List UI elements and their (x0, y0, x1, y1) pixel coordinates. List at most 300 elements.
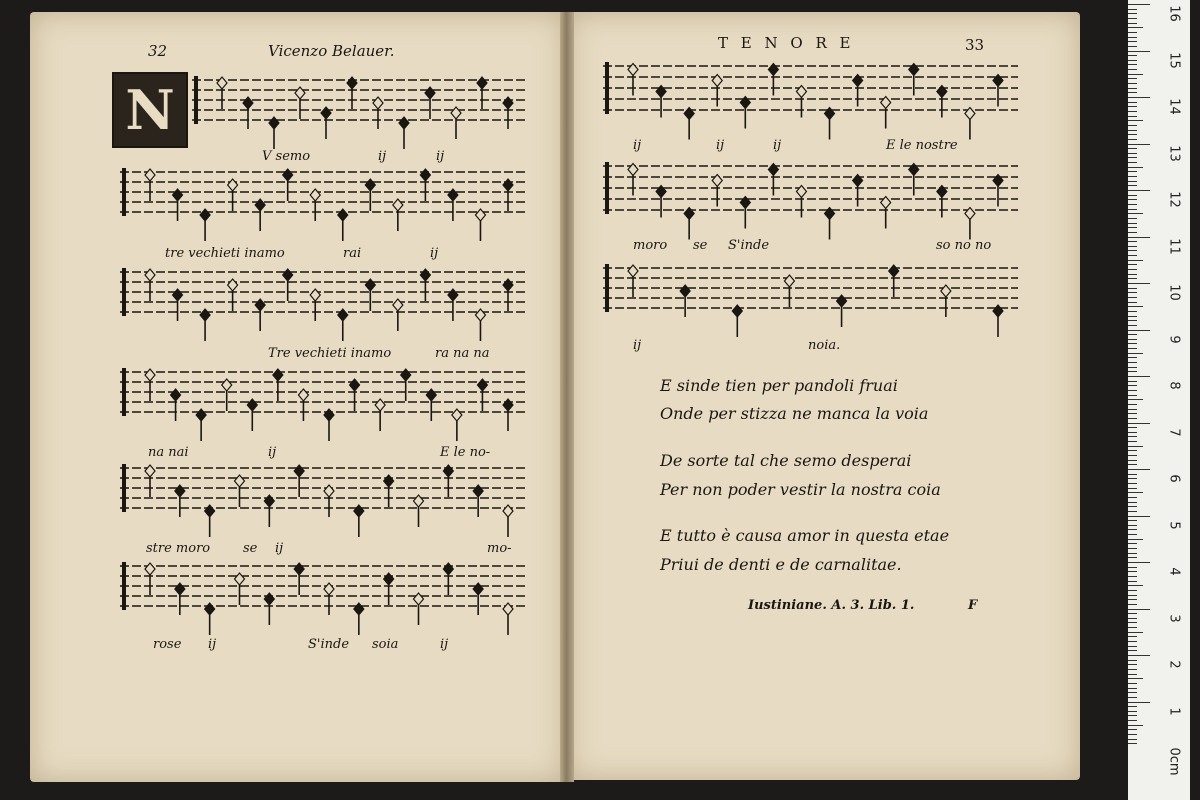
ruler-tick (1128, 367, 1137, 368)
clef-mark (122, 368, 126, 416)
ruler-tick (1128, 413, 1137, 414)
ruler-tick (1128, 399, 1143, 400)
ruler-tick (1128, 269, 1137, 270)
ruler-tick (1128, 534, 1137, 535)
note-head (401, 369, 411, 381)
note-head (205, 505, 215, 517)
ruler-number: 15 (1166, 51, 1182, 69)
ruler-tick (1128, 692, 1137, 693)
note-head (200, 309, 210, 321)
note-head (503, 97, 513, 109)
ruler-tick (1128, 469, 1150, 470)
ruler-tick (1128, 353, 1143, 354)
lyric-word: ij (208, 637, 217, 652)
ruler-tick (1128, 297, 1137, 298)
note-head (503, 603, 513, 615)
ruler-tick (1128, 455, 1137, 456)
ruler-tick (1128, 9, 1137, 10)
clef-mark (605, 162, 609, 214)
ruler-tick (1128, 4, 1150, 5)
ruler-tick (1128, 162, 1137, 163)
note-head (393, 299, 403, 311)
ruler-tick (1128, 506, 1137, 507)
note-head (295, 87, 305, 99)
verse-line: Priui de denti e de carnalitae. (660, 555, 902, 574)
note-head (269, 117, 279, 129)
clef-mark (122, 168, 126, 216)
verse-line: E tutto è causa amor in questa etae (660, 526, 950, 545)
note-head (264, 495, 274, 507)
ruler-number: 5 (1166, 520, 1182, 530)
ruler-number: 16 (1166, 5, 1182, 22)
note-head (628, 265, 638, 277)
ruler-tick (1128, 130, 1137, 131)
note-head (503, 179, 513, 191)
ruler-tick (1128, 525, 1137, 526)
ruler-tick (1128, 274, 1137, 275)
ruler-tick (1128, 37, 1137, 38)
ruler-tick (1128, 618, 1137, 619)
note-head (475, 209, 485, 221)
ruler-tick (1128, 678, 1143, 679)
note-head (384, 475, 394, 487)
ruler-tick (1128, 488, 1137, 489)
ruler-tick (1128, 260, 1143, 261)
note-head (414, 593, 424, 605)
ruler-tick (1128, 283, 1150, 284)
lyric-word: mo- (487, 541, 512, 556)
ruler-tick (1128, 548, 1137, 549)
ruler-tick (1128, 715, 1137, 716)
ruler-tick (1128, 250, 1137, 251)
ruler-tick (1128, 725, 1143, 726)
note-head (294, 563, 304, 575)
ruler-tick (1128, 609, 1150, 610)
ruler-tick (1128, 599, 1137, 600)
ruler-tick (1128, 60, 1137, 61)
ruler-tick (1128, 595, 1137, 596)
note-head (222, 379, 232, 391)
ruler-tick (1128, 604, 1137, 605)
note-head (503, 279, 513, 291)
ruler-tick (1128, 316, 1137, 317)
ruler-tick (1128, 404, 1137, 405)
ruler-tick (1128, 41, 1137, 42)
ruler-tick (1128, 46, 1137, 47)
ruler-number: 6 (1166, 474, 1182, 483)
note-head (452, 409, 462, 421)
ruler-tick (1128, 441, 1137, 442)
ruler-tick (1128, 185, 1137, 186)
note-head (283, 269, 293, 281)
ruler-tick (1128, 590, 1137, 591)
note-head (145, 369, 155, 381)
ruler-tick (1128, 190, 1150, 191)
ruler-tick (1128, 706, 1137, 707)
note-head (473, 485, 483, 497)
lyric-word: S'inde (308, 637, 350, 652)
ruler-tick (1128, 660, 1137, 661)
lyric-word: se (243, 541, 258, 556)
clef-mark (122, 268, 126, 316)
ruler-tick (1128, 436, 1137, 437)
note-head (426, 389, 436, 401)
ruler-tick (1128, 483, 1137, 484)
note-head (338, 309, 348, 321)
signature-mark: F (968, 598, 978, 613)
ruler-tick (1128, 306, 1143, 307)
ruler-tick (1128, 432, 1137, 433)
ruler-tick (1128, 395, 1137, 396)
ruler-tick (1128, 497, 1137, 498)
ruler-tick (1128, 622, 1137, 623)
note-head (310, 289, 320, 301)
note-head (243, 97, 253, 109)
ruler-tick (1128, 636, 1137, 637)
ruler-tick (1128, 492, 1143, 493)
ruler-tick (1128, 176, 1137, 177)
ruler-tick (1128, 153, 1137, 154)
note-head (324, 485, 334, 497)
note-head (414, 495, 424, 507)
note-head (228, 279, 238, 291)
note-head (347, 77, 357, 89)
note-head (283, 169, 293, 181)
ruler-tick (1128, 446, 1143, 447)
ruler-number: 8 (1166, 381, 1182, 390)
ruler-number: 0cm (1166, 747, 1182, 776)
ruler-tick (1128, 116, 1137, 117)
note-head (175, 485, 185, 497)
ruler-tick (1128, 74, 1143, 75)
note-head (443, 465, 453, 477)
note-head (477, 379, 487, 391)
note-head (784, 275, 794, 287)
ruler-tick (1128, 106, 1137, 107)
note-head (354, 603, 364, 615)
ruler-tick (1128, 51, 1150, 52)
ruler-tick (1128, 213, 1143, 214)
note-head (196, 409, 206, 421)
lyric-word: E le nostre (886, 138, 958, 153)
note-head (217, 77, 227, 89)
note-head (228, 179, 238, 191)
ruler-tick (1128, 567, 1137, 568)
ruler-tick (1128, 669, 1137, 670)
note-head (273, 369, 283, 381)
ruler-number: 12 (1166, 191, 1182, 208)
ruler-tick (1128, 376, 1150, 377)
lyric-word: ij (268, 445, 277, 460)
lyric-word: V semo (262, 149, 311, 164)
ruler-tick (1128, 702, 1150, 703)
note-head (889, 265, 899, 277)
ruler-tick (1128, 720, 1137, 721)
ruler-tick (1128, 18, 1137, 19)
note-head (443, 563, 453, 575)
ruler-tick (1128, 655, 1150, 656)
note-head (145, 269, 155, 281)
ruler-tick (1128, 585, 1143, 586)
ruler-tick (1128, 237, 1150, 238)
ruler-tick (1128, 664, 1137, 665)
ruler-tick (1128, 562, 1150, 563)
ruler-tick (1128, 246, 1137, 247)
ruler-tick (1128, 427, 1137, 428)
lyric-word: soia (372, 637, 399, 652)
lyric-word: S'inde (728, 238, 770, 253)
note-head (393, 199, 403, 211)
ruler-tick (1128, 381, 1137, 382)
ruler-tick (1128, 450, 1137, 451)
ruler-tick (1128, 650, 1137, 651)
lyric-word: ij (378, 149, 387, 164)
ruler-tick (1128, 78, 1137, 79)
note-head (420, 169, 430, 181)
ruler-number: 2 (1166, 660, 1182, 669)
ruler-tick (1128, 32, 1137, 33)
clef-mark (122, 562, 126, 610)
note-head (145, 465, 155, 477)
ruler-number: 3 (1166, 613, 1182, 623)
ruler-tick (1128, 171, 1137, 172)
page-number-left: 32 (148, 42, 168, 60)
note-head (338, 209, 348, 221)
note-head (680, 285, 690, 297)
clef-mark (605, 62, 609, 114)
ruler-tick (1128, 232, 1137, 233)
ruler-tick (1128, 144, 1150, 145)
ruler-tick (1128, 697, 1137, 698)
lyric-word: ij (773, 138, 782, 153)
ruler-tick (1128, 478, 1137, 479)
lyric-word: noia. (808, 338, 841, 353)
note-head (145, 169, 155, 181)
ruler-tick (1128, 711, 1137, 712)
ruler-tick (1128, 55, 1137, 56)
lyric-word: rose (153, 637, 182, 652)
note-head (503, 399, 513, 411)
note-head (200, 209, 210, 221)
ruler-tick (1128, 632, 1143, 633)
ruler-tick (1128, 278, 1137, 279)
ruler-tick (1128, 627, 1137, 628)
note-head (384, 573, 394, 585)
ruler-tick (1128, 641, 1137, 642)
verse-line: Onde per stizza ne manca la voia (660, 404, 929, 423)
note-head (732, 305, 742, 317)
ruler-tick (1128, 241, 1137, 242)
ruler-number: 13 (1166, 144, 1182, 162)
ruler-tick (1128, 13, 1137, 14)
lyric-word: ij (430, 246, 439, 261)
lyric-word: ij (633, 338, 642, 353)
note-head (503, 505, 513, 517)
ruler-tick (1128, 292, 1137, 293)
lyric-word: se (693, 238, 708, 253)
ruler-number: 14 (1166, 98, 1182, 115)
ruler-tick (1128, 255, 1137, 256)
note-head (294, 465, 304, 477)
verse-line: E sinde tien per pandoli fruai (660, 376, 898, 395)
ruler-tick (1128, 288, 1137, 289)
ruler-tick (1128, 102, 1137, 103)
note-head (324, 409, 334, 421)
lyric-word: ij (275, 541, 284, 556)
ruler-tick (1128, 418, 1137, 419)
ruler-tick (1128, 302, 1137, 303)
ruler-tick (1128, 348, 1137, 349)
ruler-number: 1 (1166, 706, 1182, 716)
ruler-tick (1128, 734, 1137, 735)
lyric-word: E le no- (440, 445, 491, 460)
ruler-tick (1128, 148, 1137, 149)
note-head (310, 189, 320, 201)
ruler-tick (1128, 543, 1137, 544)
ruler-tick (1128, 23, 1137, 24)
ruler-tick (1128, 88, 1137, 89)
note-head (354, 505, 364, 517)
verse-line: De sorte tal che semo desperai (660, 451, 912, 470)
note-head (350, 379, 360, 391)
lyric-word: ij (716, 138, 725, 153)
note-head (477, 77, 487, 89)
note-head (448, 289, 458, 301)
ruler-tick (1128, 330, 1150, 331)
note-head (173, 289, 183, 301)
ruler-tick (1128, 739, 1137, 740)
ruler-tick (1128, 511, 1137, 512)
note-head (473, 583, 483, 595)
lyric-word: ij (436, 149, 445, 164)
ruler-tick (1128, 223, 1137, 224)
measuring-ruler (1128, 0, 1190, 800)
ruler-tick (1128, 111, 1137, 112)
ruler-tick (1128, 195, 1137, 196)
ruler-tick (1128, 69, 1137, 70)
ruler-tick (1128, 339, 1137, 340)
note-head (321, 107, 331, 119)
ruler-tick (1128, 539, 1143, 540)
note-head (475, 309, 485, 321)
note-head (365, 179, 375, 191)
note-head (373, 97, 383, 109)
note-head (837, 295, 847, 307)
ruler-tick (1128, 64, 1137, 65)
note-head (324, 583, 334, 595)
clef-mark (194, 76, 198, 124)
lyric-word: Tre vechieti inamo (268, 346, 392, 361)
ruler-tick (1128, 181, 1137, 182)
part-name: T E N O R E (718, 34, 855, 52)
ruler-tick (1128, 218, 1137, 219)
ruler-tick (1128, 516, 1150, 517)
ruler-tick (1128, 460, 1137, 461)
ruler-tick (1128, 557, 1137, 558)
ruler-tick (1128, 209, 1137, 210)
ruler-tick (1128, 167, 1143, 168)
ruler-number: 4 (1166, 567, 1182, 576)
running-header: Vicenzo Belauer. (268, 42, 395, 60)
ruler-tick (1128, 576, 1137, 577)
ruler-tick (1128, 157, 1137, 158)
ruler-number: 11 (1166, 237, 1182, 255)
ruler-number: 10 (1166, 284, 1182, 301)
note-head (941, 285, 951, 297)
clef-mark (605, 264, 609, 312)
ruler-tick (1128, 371, 1137, 372)
ruler-tick (1128, 199, 1137, 200)
note-head (420, 269, 430, 281)
ruler-tick (1128, 571, 1137, 572)
ruler-tick (1128, 97, 1150, 98)
ruler-tick (1128, 674, 1137, 675)
ruler-number: 7 (1166, 427, 1182, 437)
ruler-tick (1128, 613, 1137, 614)
ruler-tick (1128, 581, 1137, 582)
note-head (235, 475, 245, 487)
ruler-tick (1128, 264, 1137, 265)
ruler-tick (1128, 125, 1137, 126)
ruler-tick (1128, 92, 1137, 93)
note-head (365, 279, 375, 291)
lyric-word: so no no (936, 238, 992, 253)
note-head (448, 189, 458, 201)
lyric-word: rai (343, 246, 362, 261)
page-number-right: 33 (965, 36, 985, 54)
note-head (205, 603, 215, 615)
ruler-tick (1128, 423, 1150, 424)
ruler-tick (1128, 334, 1137, 335)
ruler-tick (1128, 320, 1137, 321)
note-head (171, 389, 181, 401)
ruler-tick (1128, 474, 1137, 475)
ruler-tick (1128, 204, 1137, 205)
ruler-tick (1128, 520, 1137, 521)
ruler-tick (1128, 729, 1137, 730)
ruler-tick (1128, 227, 1137, 228)
ruler-tick (1128, 325, 1137, 326)
ruler-tick (1128, 311, 1137, 312)
note-head (425, 87, 435, 99)
ruler-tick (1128, 343, 1137, 344)
ruler-tick (1128, 464, 1137, 465)
ruler-tick (1128, 27, 1143, 28)
note-head (399, 117, 409, 129)
ruler-tick (1128, 646, 1137, 647)
ruler-tick (1128, 120, 1143, 121)
lyric-word: ra na na (435, 346, 490, 361)
ruler-tick (1128, 83, 1137, 84)
note-head (145, 563, 155, 575)
ruler-tick (1128, 529, 1137, 530)
note-head (298, 389, 308, 401)
ruler-tick (1128, 385, 1137, 386)
lyric-word: moro (633, 238, 668, 253)
note-head (993, 305, 1003, 317)
lyric-word: tre vechieti inamo (165, 246, 285, 261)
lyric-word: stre moro (146, 541, 211, 556)
ruler-tick (1128, 502, 1137, 503)
lyric-word: ij (633, 138, 642, 153)
note-head (173, 189, 183, 201)
ruler-tick (1128, 134, 1137, 135)
ruler-tick (1128, 553, 1137, 554)
note-head (375, 399, 385, 411)
ruler-tick (1128, 683, 1137, 684)
ruler-tick (1128, 362, 1137, 363)
footer-attribution: Iustiniane. A. 3. Lib. 1. (748, 598, 915, 613)
